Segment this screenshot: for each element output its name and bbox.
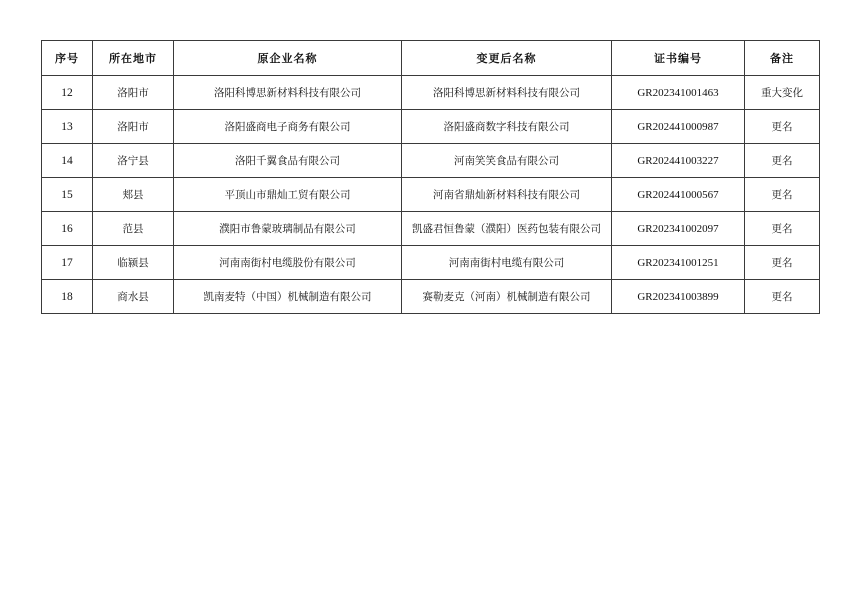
original-name-cell: 河南南街村电缆股份有限公司 xyxy=(174,246,402,280)
original-name-cell: 凯南麦特（中国）机械制造有限公司 xyxy=(174,280,402,314)
table-row xyxy=(42,110,820,144)
certificate-number-cell: GR202341002097 xyxy=(612,212,745,246)
serial-number-cell: 14 xyxy=(42,144,93,178)
table-row xyxy=(42,246,820,280)
remarks-cell: 更名 xyxy=(745,178,820,212)
company-name-change-table xyxy=(41,40,820,314)
serial-number-cell: 15 xyxy=(42,178,93,212)
remarks-cell: 更名 xyxy=(745,246,820,280)
header-remarks: 备注 xyxy=(745,41,820,76)
remarks-cell: 更名 xyxy=(745,212,820,246)
new-name-cell: 河南笑笑食品有限公司 xyxy=(402,144,612,178)
city-cell: 临颍县 xyxy=(93,246,174,280)
serial-number-cell: 18 xyxy=(42,280,93,314)
new-name-cell: 凯盛君恒鲁蒙（濮阳）医药包装有限公司 xyxy=(402,212,612,246)
remarks-cell: 重大变化 xyxy=(745,76,820,110)
original-name-cell: 洛阳千翼食品有限公司 xyxy=(174,144,402,178)
certificate-number-cell: GR202341003899 xyxy=(612,280,745,314)
original-name-cell: 洛阳盛商电子商务有限公司 xyxy=(174,110,402,144)
remarks-cell: 更名 xyxy=(745,280,820,314)
table-row xyxy=(42,280,820,314)
serial-number-cell: 12 xyxy=(42,76,93,110)
table-row xyxy=(42,144,820,178)
city-cell: 洛宁县 xyxy=(93,144,174,178)
original-name-cell: 濮阳市鲁蒙玻璃制品有限公司 xyxy=(174,212,402,246)
new-name-cell: 河南南街村电缆有限公司 xyxy=(402,246,612,280)
certificate-number-cell: GR202441000987 xyxy=(612,110,745,144)
new-name-cell: 河南省鼎灿新材料科技有限公司 xyxy=(402,178,612,212)
table-row xyxy=(42,76,820,110)
table-header-row xyxy=(42,41,820,76)
serial-number-cell: 17 xyxy=(42,246,93,280)
city-cell: 洛阳市 xyxy=(93,76,174,110)
header-original-company-name: 原企业名称 xyxy=(174,41,402,76)
certificate-number-cell: GR202341001463 xyxy=(612,76,745,110)
city-cell: 范县 xyxy=(93,212,174,246)
table-row xyxy=(42,178,820,212)
city-cell: 洛阳市 xyxy=(93,110,174,144)
city-cell: 商水县 xyxy=(93,280,174,314)
remarks-cell: 更名 xyxy=(745,144,820,178)
serial-number-cell: 13 xyxy=(42,110,93,144)
header-serial-number: 序号 xyxy=(42,41,93,76)
certificate-number-cell: GR202441000567 xyxy=(612,178,745,212)
original-name-cell: 平顶山市鼎灿工贸有限公司 xyxy=(174,178,402,212)
original-name-cell: 洛阳科博思新材料科技有限公司 xyxy=(174,76,402,110)
serial-number-cell: 16 xyxy=(42,212,93,246)
new-name-cell: 赛勒麦克（河南）机械制造有限公司 xyxy=(402,280,612,314)
header-certificate-number: 证书编号 xyxy=(612,41,745,76)
remarks-cell: 更名 xyxy=(745,110,820,144)
city-cell: 郏县 xyxy=(93,178,174,212)
new-name-cell: 洛阳科博思新材料科技有限公司 xyxy=(402,76,612,110)
table-row xyxy=(42,212,820,246)
header-city: 所在地市 xyxy=(93,41,174,76)
certificate-number-cell: GR202341001251 xyxy=(612,246,745,280)
new-name-cell: 洛阳盛商数字科技有限公司 xyxy=(402,110,612,144)
certificate-number-cell: GR202441003227 xyxy=(612,144,745,178)
header-new-company-name: 变更后名称 xyxy=(402,41,612,76)
